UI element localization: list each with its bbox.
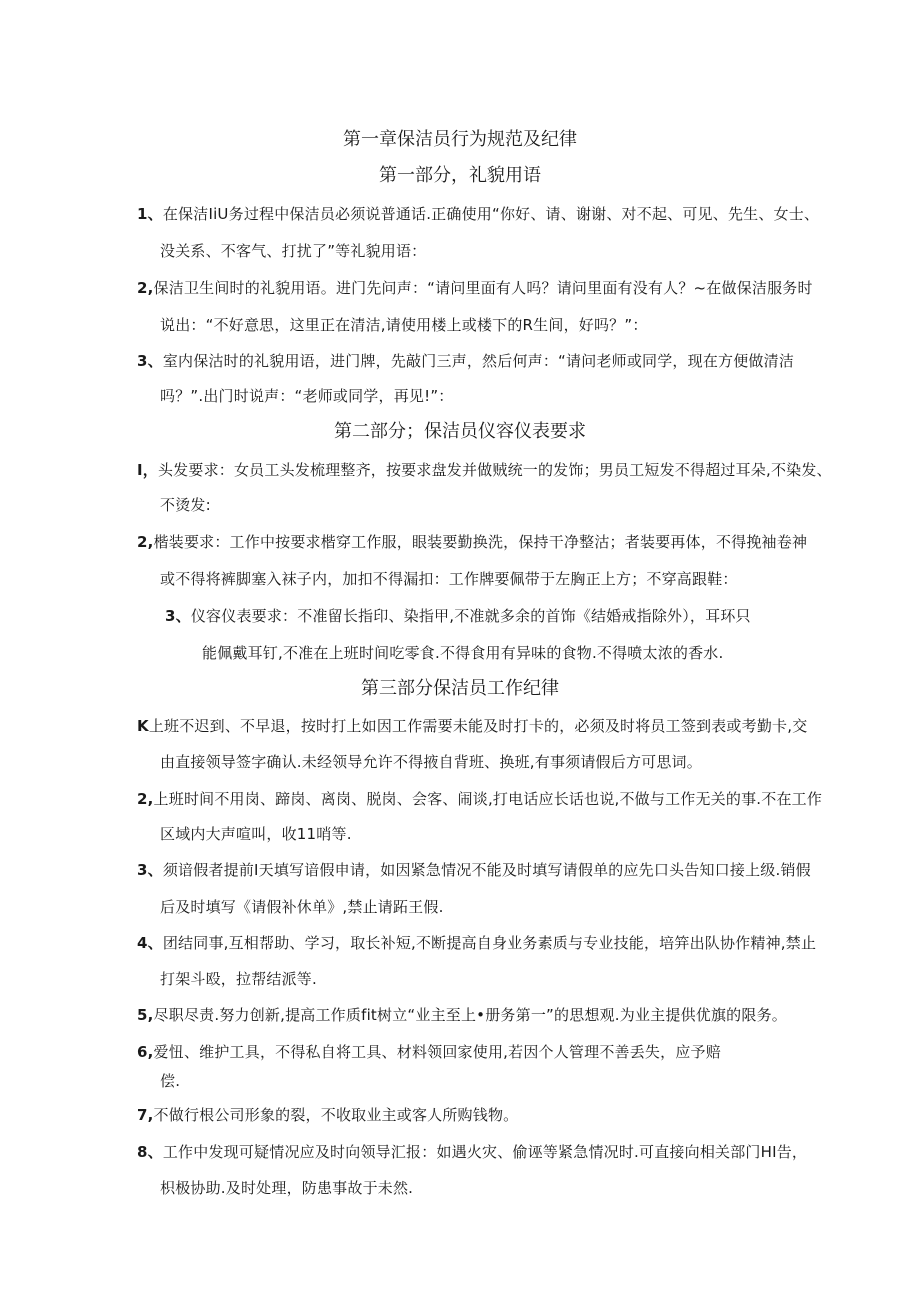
part2-item3-line2: 能佩戴耳钉,不准在上班时间吃零食.不得食用有异味的食物.不得喷太浓的香水. bbox=[202, 644, 724, 662]
item-text: 室内保沽时的礼貌用语，进门牌，先敲门三声，然后何声：“请问老师或同学，现在方便做清洁 bbox=[162, 352, 795, 370]
part3-item1-line2: 由直接领导签字确认.未经领导允许不得掖自背班、换班,有事须请假后方可思词。 bbox=[160, 753, 702, 771]
part3-item8-line1 bbox=[137, 1141, 807, 1163]
item-text: 须谙假者提前I天填写谙假申请，如因紧急情况不能及时填写请假单的应先口头告知口接上级.销假 bbox=[162, 861, 811, 879]
item-text: 上班时间不用岗、蹄岗、离岗、脱岗、会客、闹谈,打电话应长话也说,不做与工作无关的事.不在工作 bbox=[153, 790, 823, 808]
item-number: 7, bbox=[137, 1106, 154, 1124]
item-text: 爱忸、维护工具，不得私自将工具、材料领回家使用,若因个人管理不善丢失，应予赔 bbox=[153, 1043, 721, 1061]
item-number: 2, bbox=[137, 533, 154, 551]
item-number: K bbox=[137, 717, 149, 735]
part3-title: 第三部分保洁员工作纪律 bbox=[361, 678, 559, 699]
item-text: 上班不迟到、不早退，按时打上如因工作需要未能及时打卡的，必须及时将员工签到表或考勤卡,交 bbox=[148, 717, 808, 735]
part3-item1-line1 bbox=[137, 715, 807, 737]
part3-item8-line2: 枳极协助.及时处理，防患事故于未然. bbox=[160, 1179, 414, 1197]
item-text: 楷装要求：工作中按要求楷穿工作服，眼装要勤换洗，保持干净整沽；者装要再体，不得挽袖卷神 bbox=[153, 533, 808, 551]
part3-item6-line2: 偿. bbox=[160, 1072, 181, 1090]
part3-item7-line1 bbox=[137, 1104, 518, 1126]
part3-item6-line1 bbox=[137, 1041, 721, 1063]
item-text: 仪容仪表要求：不准留长指印、染指甲,不准就多余的首饰《结婚戒指除外），耳环只 bbox=[190, 607, 751, 625]
part3-item5-line1 bbox=[137, 1004, 787, 1026]
item-number: 5, bbox=[137, 1006, 154, 1024]
item-number: 4、 bbox=[137, 934, 163, 952]
part3-item4-line2: 打架斗殴，拉帮结派等. bbox=[160, 970, 317, 988]
item-text: 保洁卫生间时的礼貌用语。进门先问声：“请问里面有人吗？请问里面有没有人？~在做保洁服务时 bbox=[153, 279, 813, 297]
part1-item3-line2: 吗？”.出门时说声：“老师或同学，再见!”： bbox=[160, 387, 454, 405]
part1-item1-line1 bbox=[137, 203, 819, 225]
part3-item4-line1 bbox=[137, 932, 816, 954]
part1-title: 第一部分，礼貌用语 bbox=[379, 165, 541, 186]
item-text: 头发要求：女员工头发梳理整齐，按要求盘发并做贼统一的发饰；男员工短发不得超过耳朵,不染发、 bbox=[157, 461, 832, 479]
part1-item3-line1 bbox=[137, 350, 794, 372]
part3-item3-line1 bbox=[137, 859, 811, 881]
part1-item1-line2: 没关系、不客气、打扰了”等礼貌用语： bbox=[160, 242, 427, 260]
item-text: 在保洁IiU务过程中保洁员必须说普通话.正确使用“你好、请、谢谢、对不起、可见、先生、女士、 bbox=[162, 205, 820, 223]
item-text: 不做行根公司形象的裂，不收取业主或客人所购钱物。 bbox=[153, 1106, 519, 1124]
item-number: 1、 bbox=[137, 205, 163, 223]
part3-item2-line2: 区域内大声喧叫，收11哨等. bbox=[160, 825, 352, 843]
item-text: 团结同事,互相帮助、学习，取长补短,不断提高自身业务素质与专业技能，培笄出队协作精神,禁止 bbox=[162, 934, 817, 952]
item-number: 3、 bbox=[165, 607, 191, 625]
part2-item3-line1 bbox=[165, 605, 751, 627]
part1-item2-line1 bbox=[137, 277, 813, 299]
part2-item2-line1 bbox=[137, 531, 807, 553]
part2-item1-line1 bbox=[137, 459, 832, 481]
item-number: 8、 bbox=[137, 1143, 163, 1161]
part3-item3-line2: 后及时填写《请假补休单》,禁止请跖王假. bbox=[160, 898, 444, 916]
item-number: 2, bbox=[137, 279, 154, 297]
item-text: 尽职尽责.努力创新,提高工作质fit树立“业主至上•册务第一”的思想观.为业主提供优旗的限务。 bbox=[153, 1006, 787, 1024]
item-text: 工作中发现可疑情况应及时向领导汇报：如遇火灾、偷诬等紧急情况时.可直接向相关部门HI告， bbox=[162, 1143, 808, 1161]
item-number: 2, bbox=[137, 790, 154, 808]
item-number: 6, bbox=[137, 1043, 154, 1061]
part2-title: 第二部分；保洁员仪容仪表要求 bbox=[334, 421, 586, 442]
chapter-title: 第一章保洁员行为规范及纪律 bbox=[343, 129, 577, 150]
item-number: 3、 bbox=[137, 352, 163, 370]
item-number: 3、 bbox=[137, 861, 163, 879]
part3-item2-line1 bbox=[137, 788, 822, 810]
part1-item2-line2: 说出：“不好意思，这里正在清洁,请使用楼上或楼下的R生间，好吗？”： bbox=[160, 316, 648, 334]
part2-item1-line2: 不烫发: bbox=[160, 496, 211, 514]
part2-item2-line2: 或不得将裤脚塞入袜子内，加扣不得漏扣：工作牌要佩带于左胸正上方；不穿高跟鞋： bbox=[160, 570, 738, 588]
item-number: I， bbox=[137, 461, 158, 479]
